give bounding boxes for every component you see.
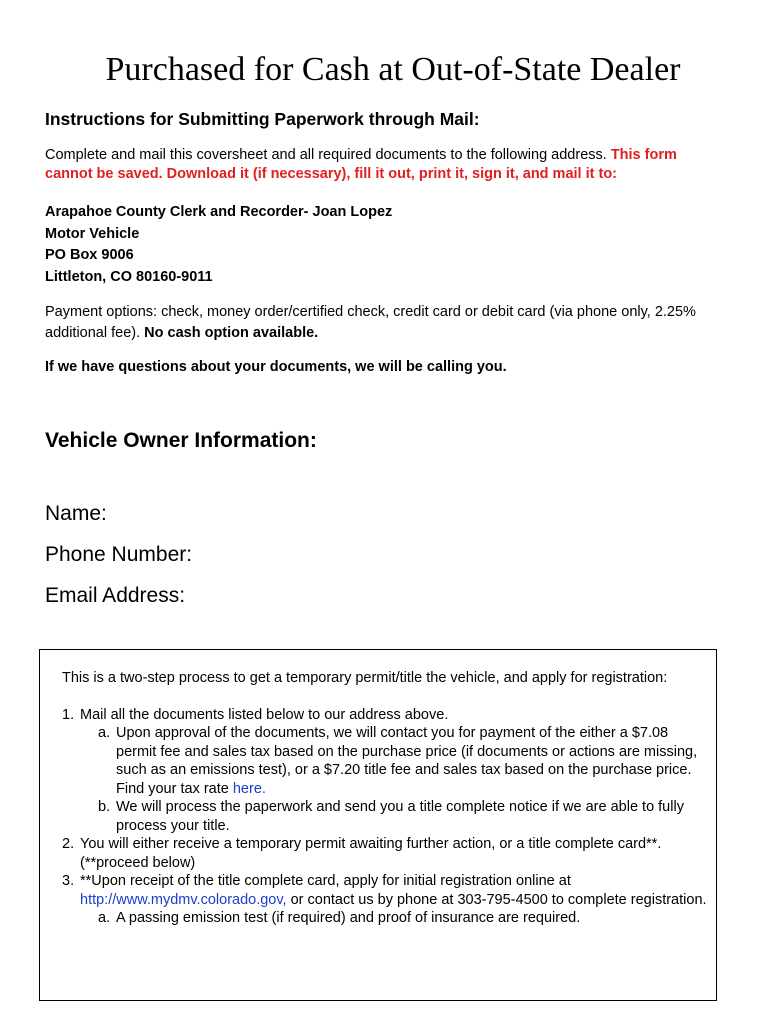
step-3a [80, 909, 712, 928]
step-3a-text: A passing emission test (if required) and proof of insurance are required. [116, 910, 581, 926]
instructions-heading: Instructions for Submitting Paperwork through Mail: [45, 109, 480, 129]
process-steps [62, 706, 712, 928]
payment-text: Payment options: check, money order/certified check, credit card or debit card (via phone only, 2.25% additional fee). [45, 304, 696, 341]
tax-rate-link[interactable]: here. [232, 780, 266, 797]
step-2-text: You will either receive a temporary permit awaiting further action, or a title complete card**. (**proceed below) [80, 836, 662, 871]
address-line-1: Arapahoe County Clerk and Recorder- Joan Lopez [45, 204, 393, 220]
process-instructions [62, 669, 712, 928]
step-1b-letter: b. [98, 799, 111, 815]
step-1a-text: Upon approval of the documents, we will contact you for payment of the either a $7.08 permit fee and sales tax based on the purchase price (if documents or actions are missing, such as an emissions test), or a $7.20 title fee and sales tax based on the purchase price. Find your tax rate [116, 725, 698, 797]
step-1a [80, 724, 712, 798]
step-3a-letter: a. [98, 910, 111, 926]
instructions-text [45, 146, 725, 184]
process-intro: This is a two-step process to get a temporary permit/title the vehicle, and apply for registration: [62, 670, 668, 686]
address-line-4: Littleton, CO 80160-9011 [45, 268, 213, 285]
step-1-text: Mail all the documents listed below to our address above. [80, 706, 449, 723]
step-3-text-before: **Upon receipt of the title complete card, apply for initial registration online at [80, 873, 571, 889]
mailing-address [45, 202, 392, 288]
step-3-text [80, 872, 712, 909]
address-line-2: Motor Vehicle [45, 225, 140, 242]
name-field-label: Name: [45, 502, 107, 525]
step-2 [62, 835, 712, 872]
phone-field-label: Phone Number: [45, 543, 193, 566]
step-3-text-after: or contact us by phone at 303-795-4500 to complete registration. [286, 891, 707, 908]
step-1b [80, 798, 712, 835]
step-1-number: 1. [62, 706, 75, 723]
step-2-number: 2. [62, 836, 75, 852]
step-3-number: 3. [62, 873, 75, 889]
step-1b-text: We will process the paperwork and send you a title complete notice if we are able to fully process your title. [116, 799, 684, 834]
address-line-3: PO Box 9006 [45, 247, 134, 263]
save-warning: This form cannot be saved. Download it (if necessary), fill it out, print it, sign it, and mail it to: [45, 147, 677, 182]
step-1 [62, 706, 712, 836]
mydmv-link[interactable]: http://www.mydmv.colorado.gov, [80, 891, 287, 908]
page-title: Purchased for Cash at Out-of-State Dealer [105, 51, 681, 88]
step-3 [62, 872, 712, 928]
questions-notice: If we have questions about your documents, we will be calling you. [45, 359, 507, 375]
owner-heading: Vehicle Owner Information: [45, 429, 317, 452]
intro-text: Complete and mail this coversheet and all required documents to the following address. [45, 147, 611, 163]
payment-options [45, 302, 725, 344]
email-field-label: Email Address: [45, 584, 186, 607]
no-cash-notice: No cash option available. [144, 325, 319, 341]
step-1a-letter: a. [98, 725, 111, 741]
